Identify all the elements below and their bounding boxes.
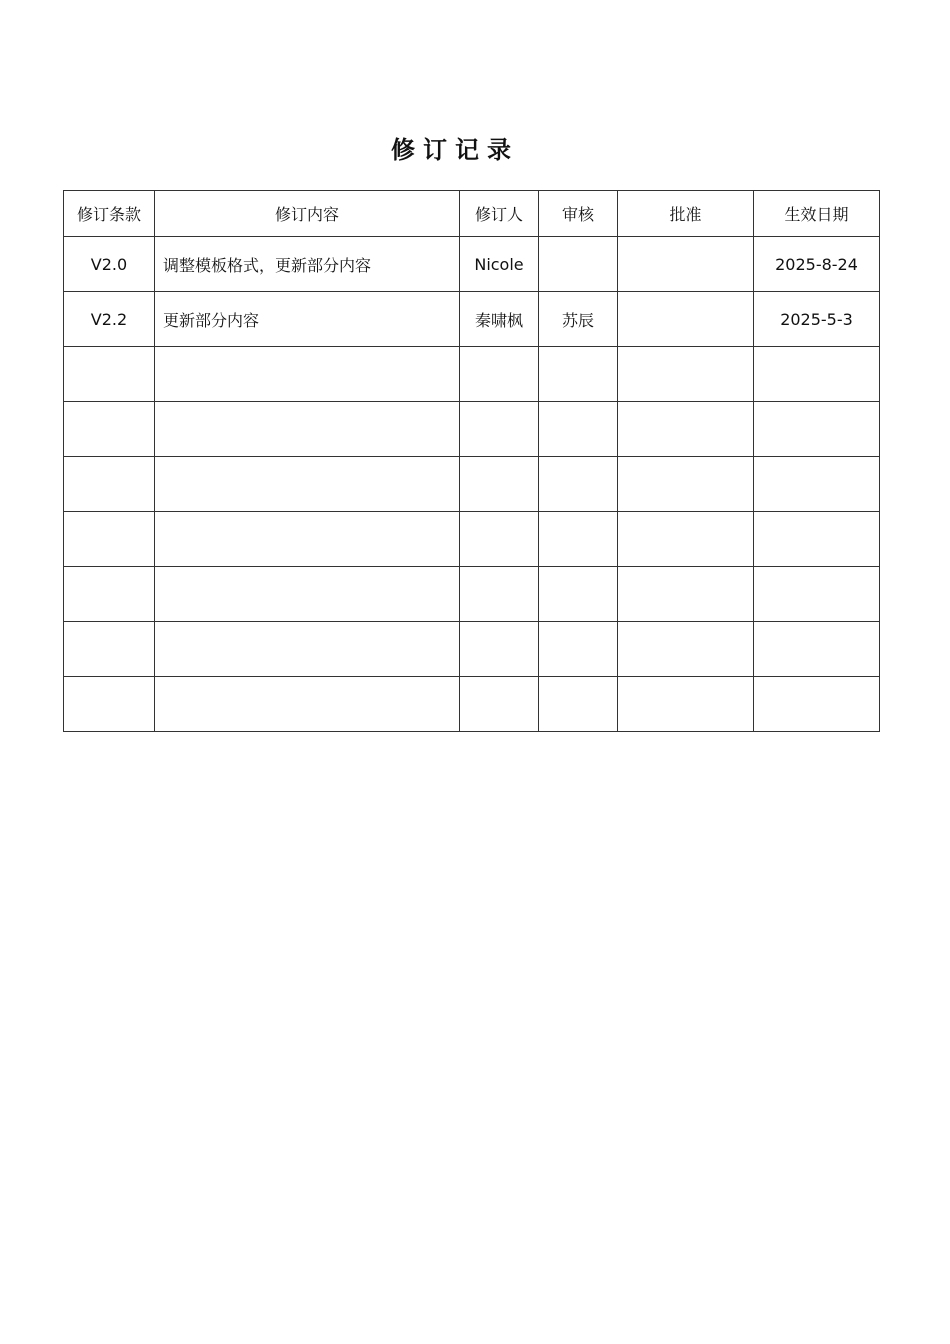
cell-reviser: [460, 512, 539, 567]
table-header-row: [64, 191, 880, 237]
cell-reviser: 秦啸枫: [460, 292, 539, 347]
cell-approver: [618, 347, 754, 402]
cell-revision-clause: [64, 567, 155, 622]
table-row: [64, 457, 880, 512]
cell-revision-clause: [64, 402, 155, 457]
cell-revision-content: 调整模板格式，更新部分内容: [155, 237, 460, 292]
cell-reviser: [460, 677, 539, 732]
header-revision-content: 修订内容: [155, 191, 460, 237]
cell-revision-clause: V2.2: [64, 292, 155, 347]
cell-effective-date: [754, 402, 880, 457]
cell-reviser: [460, 457, 539, 512]
cell-effective-date: [754, 567, 880, 622]
cell-reviewer: [539, 622, 618, 677]
cell-reviewer: [539, 347, 618, 402]
cell-reviser: [460, 622, 539, 677]
cell-reviewer: [539, 237, 618, 292]
cell-effective-date: 2025-8-24: [754, 237, 880, 292]
cell-approver: [618, 567, 754, 622]
cell-approver: [618, 457, 754, 512]
cell-reviewer: 苏辰: [539, 292, 618, 347]
cell-revision-clause: V2.0: [64, 237, 155, 292]
cell-revision-content: [155, 677, 460, 732]
cell-revision-clause: [64, 622, 155, 677]
cell-approver: [618, 402, 754, 457]
table-row: [64, 512, 880, 567]
cell-effective-date: [754, 677, 880, 732]
table-row: [64, 292, 880, 347]
header-reviewer: 审核: [539, 191, 618, 237]
cell-reviewer: [539, 677, 618, 732]
cell-reviewer: [539, 512, 618, 567]
cell-reviser: [460, 567, 539, 622]
cell-effective-date: [754, 457, 880, 512]
table-row: [64, 237, 880, 292]
cell-reviewer: [539, 457, 618, 512]
cell-effective-date: 2025-5-3: [754, 292, 880, 347]
header-approver: 批准: [618, 191, 754, 237]
header-revision-clause: 修订条款: [64, 191, 155, 237]
cell-approver: [618, 292, 754, 347]
cell-approver: [618, 512, 754, 567]
cell-approver: [618, 677, 754, 732]
cell-reviser: [460, 402, 539, 457]
cell-revision-content: [155, 567, 460, 622]
cell-approver: [618, 237, 754, 292]
table-row: [64, 347, 880, 402]
cell-reviewer: [539, 402, 618, 457]
table-row: [64, 567, 880, 622]
cell-revision-clause: [64, 347, 155, 402]
cell-revision-clause: [64, 512, 155, 567]
cell-revision-clause: [64, 457, 155, 512]
cell-reviser: [460, 347, 539, 402]
header-effective-date: 生效日期: [754, 191, 880, 237]
table-row: [64, 622, 880, 677]
table-row: [64, 677, 880, 732]
revision-record-table: [63, 190, 880, 732]
cell-revision-content: [155, 457, 460, 512]
cell-reviser: Nicole: [460, 237, 539, 292]
cell-effective-date: [754, 347, 880, 402]
cell-revision-content: [155, 347, 460, 402]
cell-revision-content: [155, 402, 460, 457]
cell-revision-content: 更新部分内容: [155, 292, 460, 347]
header-reviser: 修订人: [460, 191, 539, 237]
cell-reviewer: [539, 567, 618, 622]
page-title: 修订记录: [391, 136, 519, 164]
table-row: [64, 402, 880, 457]
cell-effective-date: [754, 622, 880, 677]
cell-effective-date: [754, 512, 880, 567]
cell-approver: [618, 622, 754, 677]
cell-revision-content: [155, 622, 460, 677]
cell-revision-content: [155, 512, 460, 567]
cell-revision-clause: [64, 677, 155, 732]
